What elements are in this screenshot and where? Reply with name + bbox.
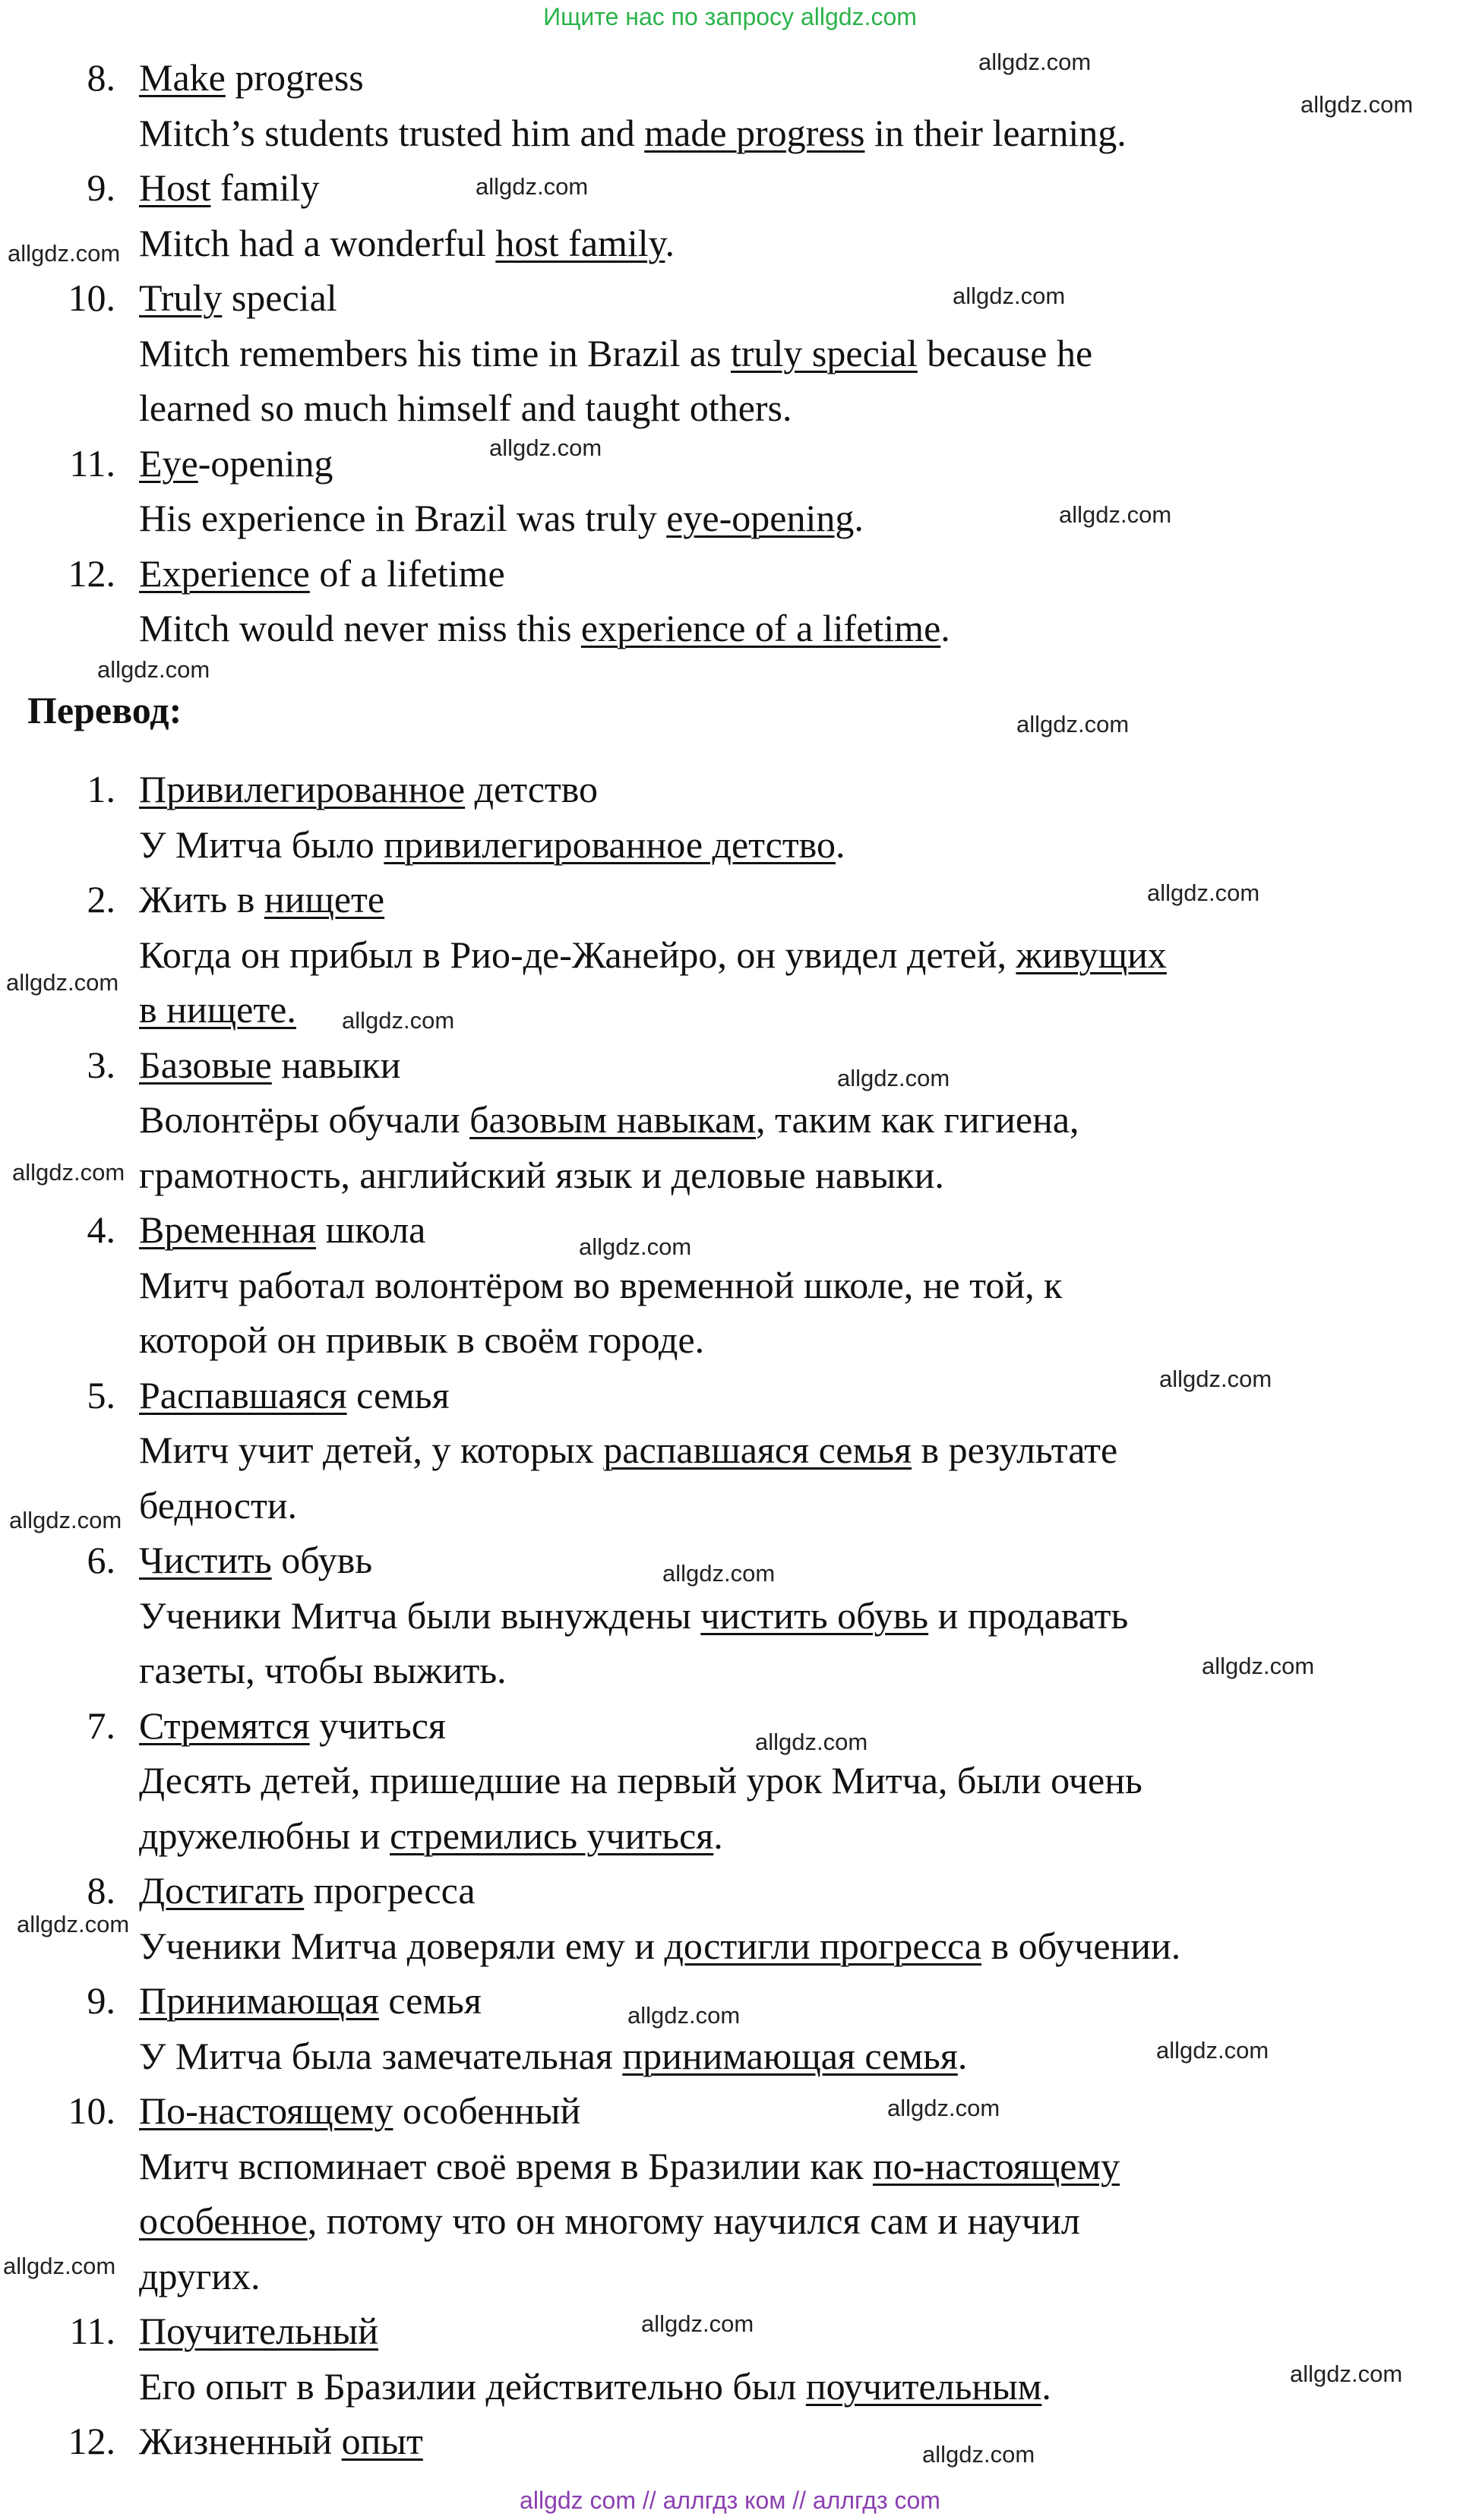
watermark: allgdz.com	[1300, 91, 1414, 118]
translation-section	[0, 762, 1460, 2469]
phrase-line	[0, 436, 1460, 491]
example-sentence	[139, 1753, 1142, 1808]
underlined-term: experience of a lifetime	[580, 607, 941, 649]
text-segment: обувь	[271, 1539, 373, 1581]
text-segment: Митч вспоминает своё время в Бразилии как	[139, 2144, 874, 2187]
text-segment: of a lifetime	[309, 551, 505, 595]
example-sentence-line	[0, 216, 1460, 271]
example-sentence	[139, 2249, 261, 2304]
list-item	[0, 762, 1460, 872]
item-number: 8.	[87, 1869, 115, 1912]
phrase	[139, 1533, 372, 1588]
phrase	[139, 872, 384, 927]
example-sentence-line	[0, 2139, 1460, 2194]
text-segment: Его опыт в Бразилии действительно был	[139, 2364, 806, 2408]
example-sentence-line	[0, 1312, 1460, 1368]
underlined-term: Стремятся	[139, 1704, 310, 1747]
text-segment: Mitch remembers his time in Brazil as	[139, 331, 731, 374]
watermark: allgdz.com	[755, 1729, 868, 1755]
example-sentence-line	[0, 1478, 1460, 1533]
watermark: allgdz.com	[12, 1159, 125, 1186]
text-segment: Mitch’s students trusted him and	[139, 111, 645, 154]
underlined-term: Experience	[139, 551, 310, 595]
example-sentence	[139, 216, 675, 271]
watermark: allgdz.com	[1016, 711, 1130, 737]
item-number: 10.	[68, 2089, 115, 2132]
text-segment: .	[940, 607, 950, 649]
english-section	[0, 50, 1460, 656]
list-item	[0, 1863, 1460, 1973]
underlined-term: по-настоящему	[873, 2144, 1120, 2187]
text-segment: Когда он прибыл в Рио-де-Жанейро, он увидел детей,	[139, 933, 1016, 976]
underlined-term: поучительным	[805, 2364, 1042, 2408]
item-number: 3.	[87, 1043, 115, 1086]
underlined-term: привилегированное детство	[384, 823, 836, 866]
example-sentence-line	[0, 1808, 1460, 1864]
watermark: allgdz.com	[6, 969, 119, 996]
text-segment: Жизненный	[139, 2420, 342, 2462]
phrase-line	[0, 1863, 1460, 1918]
list-item	[0, 270, 1460, 436]
example-sentence-line	[0, 982, 1460, 1037]
underlined-term: базовым навыкам	[469, 1098, 757, 1141]
underlined-term: особенное	[139, 2199, 308, 2242]
underlined-term: eye-opening	[666, 497, 855, 539]
text-segment: .	[1041, 2364, 1051, 2408]
underlined-term: Чистить	[139, 1539, 272, 1581]
phrase-line	[0, 762, 1460, 817]
watermark: allgdz.com	[3, 2253, 116, 2279]
text-segment: в результате	[912, 1429, 1118, 1471]
example-sentence-line	[0, 817, 1460, 873]
text-segment: because he	[917, 331, 1093, 374]
list-item	[0, 2414, 1460, 2469]
phrase-line	[0, 1202, 1460, 1258]
watermark: allgdz.com	[662, 1560, 776, 1587]
underlined-term: Распавшаяся	[139, 1373, 347, 1416]
text-segment: Жить в	[139, 878, 264, 921]
example-sentence	[139, 1478, 297, 1533]
list-item	[0, 1202, 1460, 1368]
text-segment: Митч работал волонтёром во временной школе, не той, к	[139, 1263, 1063, 1306]
text-segment: .	[713, 1814, 723, 1857]
phrase	[139, 2414, 423, 2469]
phrase	[139, 1973, 482, 2029]
example-sentence	[139, 1643, 507, 1698]
phrase	[139, 1698, 446, 1754]
phrase	[139, 270, 337, 326]
text-segment: Десять детей, пришедшие на первый урок Митча, были очень	[139, 1759, 1142, 1802]
text-segment: .	[854, 497, 864, 539]
phrase	[139, 1368, 450, 1423]
item-number: 4.	[87, 1208, 115, 1251]
phrase-line	[0, 160, 1460, 216]
example-sentence	[139, 927, 1167, 983]
item-number: 12.	[68, 551, 115, 595]
item-number: 8.	[87, 56, 115, 99]
text-segment: семья	[346, 1373, 450, 1416]
watermark: allgdz.com	[922, 2441, 1035, 2468]
phrase	[139, 160, 320, 216]
watermark: allgdz.com	[17, 1911, 130, 1937]
text-segment: in their learning.	[864, 111, 1127, 154]
text-segment: семья	[378, 1979, 482, 2022]
text-segment: , таким как гигиена,	[756, 1098, 1079, 1141]
text-segment: Ученики Митча доверяли ему и	[139, 1924, 665, 1967]
example-sentence	[139, 2139, 1120, 2194]
item-number: 11.	[69, 2310, 115, 2352]
watermark: allgdz.com	[887, 2095, 1000, 2121]
list-item	[0, 1037, 1460, 1203]
text-segment: Mitch would never miss this	[139, 607, 581, 649]
watermark: allgdz.com	[1202, 1653, 1315, 1679]
watermark: allgdz.com	[1290, 2361, 1403, 2387]
underlined-term: живущих	[1016, 933, 1167, 976]
underlined-term: Поучительный	[139, 2310, 379, 2352]
example-sentence	[139, 491, 864, 546]
watermark: allgdz.com	[1156, 2037, 1269, 2064]
list-item	[0, 50, 1460, 160]
watermark: allgdz.com	[978, 49, 1092, 75]
example-sentence	[139, 1312, 704, 1368]
underlined-term: принимающая семья	[622, 2034, 958, 2077]
example-sentence	[139, 1148, 944, 1203]
example-sentence	[139, 601, 950, 656]
item-number: 12.	[68, 2420, 115, 2462]
underlined-term: Принимающая	[139, 1979, 379, 2022]
underlined-term: Привилегированное	[139, 768, 466, 810]
underlined-term: made progress	[644, 111, 865, 154]
example-sentence-line	[0, 2359, 1460, 2414]
underlined-term: Host	[139, 166, 211, 209]
phrase-line	[0, 2083, 1460, 2139]
example-sentence-line	[0, 106, 1460, 161]
underlined-term: По-настоящему	[139, 2089, 393, 2132]
watermark: allgdz.com	[1059, 501, 1172, 528]
phrase-line	[0, 1698, 1460, 1754]
example-sentence	[139, 1258, 1062, 1313]
phrase	[139, 50, 364, 106]
translation-heading: Перевод:	[27, 689, 182, 731]
example-sentence	[139, 1808, 723, 1864]
text-segment: .	[665, 221, 675, 264]
underlined-term: чистить обувь	[700, 1593, 929, 1637]
example-sentence-line	[0, 491, 1460, 546]
phrase	[139, 2304, 378, 2359]
watermark: allgdz.com	[8, 240, 121, 267]
underlined-term: Make	[139, 56, 226, 99]
list-item	[0, 1698, 1460, 1864]
underlined-term: распавшаяся семья	[603, 1429, 912, 1471]
example-sentence-line	[0, 2193, 1460, 2249]
underlined-term: Достигать	[139, 1869, 305, 1912]
underlined-term: стремились учиться	[390, 1814, 714, 1857]
text-segment: -opening	[198, 441, 333, 485]
item-number: 6.	[87, 1539, 115, 1581]
underlined-term: нищете	[264, 878, 385, 921]
underlined-term: Eye	[139, 441, 198, 485]
text-segment: бедности.	[139, 1483, 298, 1527]
watermark: allgdz.com	[97, 656, 210, 683]
text-segment: .	[957, 2034, 968, 2077]
text-segment: других.	[139, 2254, 261, 2297]
text-segment: .	[835, 823, 845, 866]
text-segment: У Митча была замечательная	[139, 2034, 623, 2077]
text-segment: Mitch had a wonderful	[139, 221, 496, 264]
example-sentence-line	[0, 326, 1460, 381]
text-segment: family	[210, 166, 320, 209]
example-sentence	[139, 1588, 1128, 1644]
watermark: allgdz.com	[1159, 1366, 1272, 1392]
phrase	[139, 546, 505, 602]
example-sentence-line	[0, 601, 1460, 656]
example-sentence	[139, 1092, 1079, 1148]
example-sentence-line	[0, 1092, 1460, 1148]
example-sentence-line	[0, 927, 1460, 983]
item-number: 1.	[87, 768, 115, 810]
example-sentence	[139, 106, 1127, 161]
item-number: 9.	[87, 1979, 115, 2022]
text-segment: школа	[316, 1208, 426, 1251]
example-sentence	[139, 1423, 1117, 1478]
watermark: allgdz.com	[579, 1233, 692, 1260]
watermark: allgdz.com	[476, 173, 589, 200]
phrase-line	[0, 50, 1460, 106]
phrase	[139, 1863, 476, 1918]
underlined-term: опыт	[341, 2420, 423, 2462]
example-sentence-line	[0, 1753, 1460, 1808]
text-segment: прогресса	[304, 1869, 476, 1912]
example-sentence-line	[0, 1918, 1460, 1974]
phrase	[139, 762, 598, 817]
phrase	[139, 1037, 400, 1093]
text-segment: учиться	[309, 1704, 446, 1747]
underlined-term: Базовые	[139, 1043, 272, 1086]
list-item	[0, 2083, 1460, 2304]
top-banner: Ищите нас по запросу allgdz.com	[543, 3, 917, 30]
underlined-term: в нищете.	[139, 988, 296, 1031]
example-sentence-line	[0, 1148, 1460, 1203]
example-sentence-line	[0, 1258, 1460, 1313]
watermark: allgdz.com	[1147, 879, 1260, 906]
text-segment: в обучении.	[981, 1924, 1181, 1967]
watermark: allgdz.com	[489, 434, 602, 461]
underlined-term: host family	[495, 221, 665, 264]
text-segment: особенный	[393, 2089, 581, 2132]
text-segment: и продавать	[928, 1593, 1129, 1637]
text-segment: special	[222, 276, 337, 319]
watermark: allgdz.com	[627, 2002, 741, 2029]
text-segment: детство	[465, 768, 599, 810]
item-number: 10.	[68, 276, 115, 319]
example-sentence	[139, 326, 1092, 381]
phrase-line	[0, 546, 1460, 602]
text-segment: дружелюбны и	[139, 1814, 390, 1857]
text-segment: learned so much himself and taught others.	[139, 387, 792, 429]
text-segment: навыки	[271, 1043, 401, 1086]
underlined-term: достигли прогресса	[664, 1924, 982, 1967]
example-sentence	[139, 982, 296, 1037]
list-item	[0, 436, 1460, 546]
text-segment: Ученики Митча были вынуждены	[139, 1593, 701, 1637]
text-segment: которой он привык в своём городе.	[139, 1318, 705, 1361]
phrase-line	[0, 1037, 1460, 1093]
text-segment: Митч учит детей, у которых	[139, 1429, 604, 1471]
example-sentence	[139, 1918, 1180, 1974]
example-sentence	[139, 2029, 967, 2084]
example-sentence	[139, 2193, 1080, 2249]
item-number: 7.	[87, 1704, 115, 1747]
text-segment: progress	[225, 56, 364, 99]
example-sentence	[139, 817, 845, 873]
underlined-term: Временная	[139, 1208, 317, 1251]
text-segment: грамотность, английский язык и деловые навыки.	[139, 1153, 944, 1196]
phrase	[139, 1202, 425, 1258]
example-sentence-line	[0, 2249, 1460, 2304]
example-sentence-line	[0, 1423, 1460, 1478]
example-sentence	[139, 381, 792, 436]
example-sentence-line	[0, 381, 1460, 436]
watermark: allgdz.com	[837, 1065, 950, 1091]
item-number: 9.	[87, 166, 115, 209]
item-number: 11.	[69, 441, 115, 485]
watermark: allgdz.com	[9, 1507, 122, 1533]
watermark: allgdz.com	[641, 2310, 754, 2337]
watermark: allgdz.com	[953, 283, 1066, 309]
phrase	[139, 436, 333, 491]
underlined-term: Truly	[139, 276, 223, 319]
phrase-line	[0, 270, 1460, 326]
example-sentence-line	[0, 1588, 1460, 1644]
text-segment: У Митча было	[139, 823, 384, 866]
item-number: 5.	[87, 1373, 115, 1416]
text-segment: газеты, чтобы выжить.	[139, 1649, 507, 1691]
text-segment: His experience in Brazil was truly	[139, 497, 667, 539]
example-sentence	[139, 2359, 1051, 2414]
watermark: allgdz.com	[342, 1007, 455, 1034]
list-item	[0, 546, 1460, 656]
text-segment: Волонтёры обучали	[139, 1098, 470, 1141]
phrase	[139, 2083, 580, 2139]
phrase-line	[0, 2414, 1460, 2469]
bottom-banner: allgdz com // аллгдз ком // аллгдз com	[520, 2487, 940, 2514]
item-number: 2.	[87, 878, 115, 921]
list-item	[0, 160, 1460, 270]
text-segment: , потому что он многому научился сам и научил	[307, 2199, 1080, 2242]
underlined-term: truly special	[730, 331, 918, 374]
